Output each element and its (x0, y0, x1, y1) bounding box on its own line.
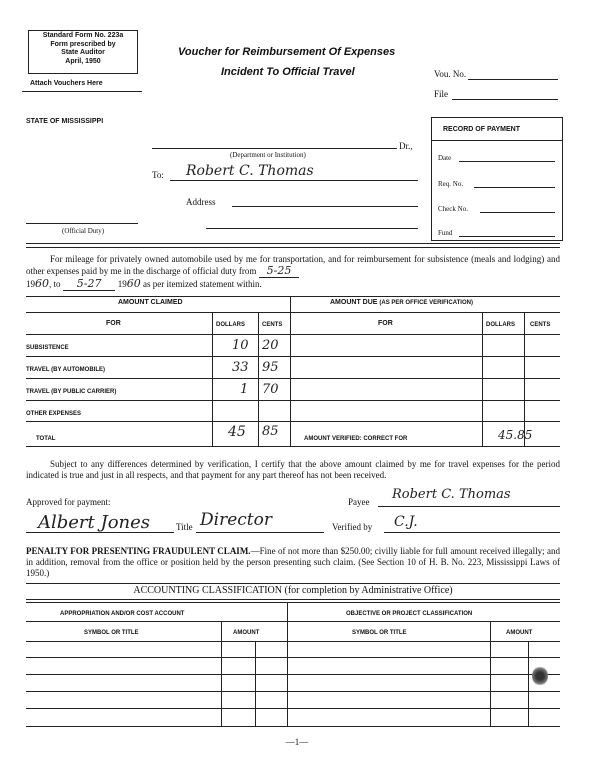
payee-field[interactable] (378, 506, 560, 507)
symbol-header-right: SYMBOL OR TITLE (352, 630, 407, 636)
official-duty-field[interactable] (26, 223, 138, 224)
record-req-label: Req. No. (438, 180, 464, 188)
intro-dates-line: 1960, to 5-27 1960 as per itemized statement within. (26, 277, 262, 290)
record-check-label: Check No. (438, 205, 468, 213)
row-subsistence-dollars: 10 (232, 338, 249, 353)
approved-label: Approved for payment: (26, 497, 111, 507)
verified-amount-label: AMOUNT VERIFIED: CORRECT FOR (304, 436, 408, 442)
file-field[interactable] (452, 99, 558, 100)
verified-by-field[interactable] (384, 532, 560, 533)
accounting-title: ACCOUNTING CLASSIFICATION (for completion by Administrative Office) (133, 585, 453, 596)
attach-rule (22, 91, 142, 92)
address-field[interactable] (232, 206, 418, 207)
record-check-field[interactable] (480, 212, 555, 213)
form-stamp-line1: Standard Form No. 223a (42, 32, 124, 39)
accounting-row-4[interactable] (26, 708, 560, 709)
objective-header: OBJECTIVE OR PROJECT CLASSIFICATION (346, 611, 473, 617)
state-label: STATE OF MISSISSIPPI (26, 118, 104, 125)
record-req-field[interactable] (474, 187, 555, 188)
to-name: Robert C. Thomas (186, 163, 314, 179)
record-title: RECORD OF PAYMENT (443, 126, 521, 133)
verified-amount: 45.85 (498, 428, 533, 442)
address-label: Address (186, 197, 216, 207)
approver-signature: Albert Jones (38, 512, 151, 533)
row-subsistence-cents: 20 (262, 338, 279, 353)
approp-header: APPROPRIATION AND/OR COST ACCOUNT (60, 611, 185, 617)
due-dollars-header: DOLLARS (486, 322, 515, 328)
attach-note: Attach Vouchers Here (30, 80, 103, 87)
dr-label: Dr., (399, 141, 413, 151)
form-stamp-line2: Form prescribed by (50, 40, 116, 48)
intro-text: For mileage for privately owned automobile used by me for transportation, and for reimbursement for subsistence (meals and lodging) and other expenses paid by me in the discharge of official duty from (26, 254, 560, 276)
row-auto-label: TRAVEL (BY AUTOMOBILE) (26, 367, 106, 373)
intro-year-prefix2: 19 (117, 279, 127, 289)
claimed-for-header: FOR (106, 320, 121, 327)
department-caption: (Department or Institution) (230, 151, 306, 159)
form-title-line1: Voucher for Reimbursement Of Expenses (178, 46, 396, 58)
to-field[interactable] (170, 180, 418, 181)
row-auto-dollars: 33 (232, 360, 249, 375)
record-date-field[interactable] (459, 161, 555, 162)
page-number: —1— (285, 737, 309, 747)
total-dollars: 45 (228, 424, 246, 440)
row-carrier-cents: 70 (262, 382, 279, 397)
amount-due-note: (AS PER OFFICE VERIFICATION) (379, 300, 473, 306)
vou-no-label: Vou. No. (434, 69, 467, 79)
official-duty-caption: (Official Duty) (62, 227, 105, 235)
amount-header-right: AMOUNT (506, 630, 533, 636)
verified-by-signature: C.J. (394, 514, 418, 530)
accounting-row-2[interactable] (26, 674, 560, 675)
record-date-label: Date (438, 154, 452, 162)
address-field-2[interactable] (206, 228, 418, 229)
penalty-heading: PENALTY FOR PRESENTING FRAUDULENT CLAIM. (26, 546, 251, 556)
penalty-paragraph (26, 546, 560, 579)
row-carrier-dollars: 1 (240, 382, 249, 397)
intro-tail: as per itemized statement within. (142, 279, 262, 289)
record-fund-label: Fund (438, 229, 453, 237)
row-auto-cents: 95 (262, 360, 279, 375)
accounting-row-3[interactable] (26, 691, 560, 692)
form-stamp-line4: April, 1950 (65, 57, 101, 65)
form-title-line2: Incident To Official Travel (221, 66, 355, 78)
to-label: To: (152, 170, 164, 180)
title-label: Title (176, 522, 193, 532)
intro-year2: 60 (126, 277, 141, 290)
symbol-header-left: SYMBOL OR TITLE (84, 630, 139, 636)
intro-year1: 60 (35, 277, 49, 290)
amount-due-header (330, 299, 473, 306)
total-cents: 85 (262, 424, 279, 439)
record-fund-field[interactable] (459, 236, 555, 237)
verified-by-label: Verified by (332, 522, 373, 532)
intro-to-label: to (53, 279, 61, 289)
vou-no-field[interactable] (468, 79, 558, 80)
title-signature: Director (200, 510, 272, 530)
due-cents-header: CENTS (530, 322, 551, 328)
file-label: File (434, 89, 449, 99)
title-field[interactable] (196, 532, 324, 533)
penalty-text: —Fine of not more than $250.00; civilly liable for full amount received illegally; and in addition, removal from the office or position held by the person presenting such claim. (See Section 10 of H. B. No. 223, Mississippi Laws of 1950.) (26, 546, 560, 578)
amount-header-left: AMOUNT (233, 630, 260, 636)
payee-signature: Robert C. Thomas (392, 487, 511, 502)
intro-year-prefix1: 19 (26, 279, 35, 289)
row-subsistence-label: SUBSISTENCE (26, 345, 69, 351)
total-label: TOTAL (36, 436, 56, 442)
intro-paragraph (26, 254, 560, 277)
payee-label: Payee (348, 497, 370, 507)
due-for-header: FOR (378, 320, 393, 327)
certify-paragraph: Subject to any differences determined by verification, I certify that the above amount claimed by me for travel expenses for the period indicated is true and just in all respects, and that payment for any part thereof has not been received. (26, 459, 560, 480)
intro-to-date: 5-27 (63, 277, 116, 291)
department-field[interactable] (152, 148, 397, 149)
amount-due-label: AMOUNT DUE (330, 299, 378, 306)
approver-field[interactable] (26, 532, 174, 533)
form-stamp-line3: State Auditor (61, 49, 105, 56)
form-stamp (28, 32, 138, 66)
intro-from-date: 5-25 (259, 264, 300, 278)
claimed-cents-header: CENTS (262, 322, 283, 328)
record-of-payment-box (431, 117, 563, 241)
row-other-label: OTHER EXPENSES (26, 411, 82, 417)
claimed-dollars-header: DOLLARS (216, 322, 245, 328)
accounting-row-1[interactable] (26, 657, 560, 658)
ink-smudge (532, 666, 548, 686)
amount-claimed-header: AMOUNT CLAIMED (118, 299, 183, 306)
row-carrier-label: TRAVEL (BY PUBLIC CARRIER) (26, 389, 117, 395)
